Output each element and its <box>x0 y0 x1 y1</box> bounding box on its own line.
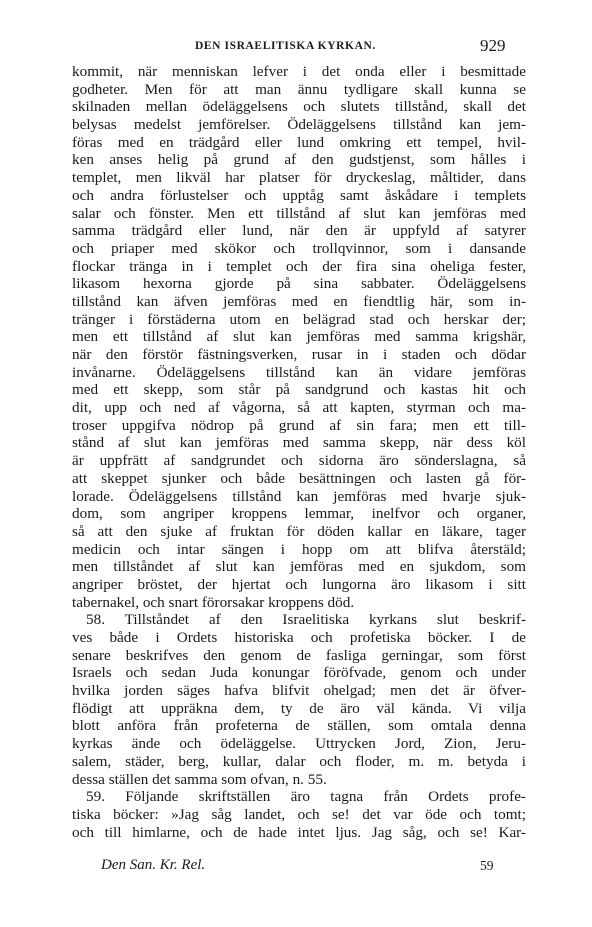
text-line: tiska böcker: »Jag såg landet, och se! det var öde och tomt; <box>72 805 526 823</box>
text-line: föras med en trädgård eller lund omkring ett tempel, hvil- <box>72 133 526 151</box>
text-line: templet, men likväl har platser för dryckeslag, måltider, dans <box>72 169 526 187</box>
text-line: och priaper med skökor och trollqvinnor, som i dansande <box>72 239 526 257</box>
text-line: 59. Följande skriftställen äro tagna från Ordets profe- <box>86 788 526 806</box>
text-line: och till himlarne, och de hade intet ljus. Jag såg, och se! Kar- <box>72 823 526 841</box>
text-line: samma trädgård eller lund, när den är uppfyld af satyrer <box>72 222 526 240</box>
text-line: dit, upp och ned af vågorna, så att kapten, styrman och ma- <box>72 399 526 417</box>
text-line: när den förstör fästningsverken, rusar in i staden och dödar <box>72 346 526 363</box>
text-line: angriper bröstet, der hjertat och lungorna äro likasom i sitt <box>72 575 526 593</box>
text-line: men tillståndet af slut kan jemföras med en sjukdom, som <box>72 558 526 576</box>
text-line: salem, städer, berg, kullar, dalar och floder, m. m. betyda i <box>72 752 526 770</box>
text-line: ken anses helig på grund af den gudstjenst, som hålles i <box>72 151 526 169</box>
text-line: och andra förlustelser och upptåg samt åskådare i templets <box>72 186 526 204</box>
text-line: att skeppet sjunker och både besättningen och lasten gå för- <box>72 469 526 487</box>
text-line: men ett tillstånd af slut kan jemföras med samma krigshär, <box>72 328 526 346</box>
text-line: salar och fönster. Men ett tillstånd af slut kan jemföras med <box>72 204 526 222</box>
text-line: flockar tränga in i templet och der fira sina oheliga fester, <box>72 257 526 275</box>
text-line: hvilka jorden säges hafva blifvit ohelgad; men det är öfver- <box>72 682 526 700</box>
sheet-number: 59 <box>480 858 494 873</box>
text-line: är uppfrätt af sandgrundet och sidorna äro sönderslagna, så <box>72 452 526 470</box>
text-line: med ett skepp, som står på sandgrund och kastas hit och <box>72 381 526 399</box>
text-line: flödigt att uppräkna dem, ty de äro väl kända. Vi vilja <box>72 699 526 717</box>
text-line: tabernakel, och snart förorsakar kroppens död. <box>72 593 355 611</box>
page-number: 929 <box>480 36 506 55</box>
text-line: invånarne. Ödeläggelsens tillstånd kan än vidare jemföras <box>72 363 526 381</box>
text-line: blott anföra från profeterna de ställen, som omtala denna <box>72 717 526 735</box>
text-line: likasom hexorna gjorde på sina sabbater. Ödeläggelsens <box>72 275 526 293</box>
body-text <box>72 63 526 841</box>
running-title: DEN ISRAELITISKA KYRKAN. <box>195 40 376 52</box>
text-line: godheter. Men för att man ännu tydligare skall kunna se <box>72 80 526 98</box>
text-line: kyrkas ände och ödeläggelse. Uttrycken Jord, Zion, Jeru- <box>72 735 526 753</box>
text-line: 58. Tillståndet af den Israelitiska kyrkans slut beskrif- <box>86 611 526 629</box>
text-line: lorade. Ödeläggelsens tillstånd kan jemföras med hvarje sjuk- <box>72 487 526 505</box>
text-line: tränger i förstäderna utom en belägrad stad och herskar der; <box>72 310 526 328</box>
page-footer <box>0 857 592 877</box>
text-line: dom, som angriper kroppens lemmar, inelfvor och organer, <box>72 505 526 523</box>
text-line: skilnaden mellan ödeläggelsens och slutets tillstånd, skall det <box>72 98 526 116</box>
text-line: dessa ställen det samma som ofvan, n. 55. <box>72 770 327 788</box>
text-line: stånd af slut kan jemföras med samma skepp, när dess köl <box>72 434 526 452</box>
text-line: kommit, när menniskan lefver i det onda eller i besmittade <box>72 63 526 80</box>
text-line: medicin och intar sängen i hopp om att blifva återstäld; <box>72 540 526 558</box>
signature-mark: Den San. Kr. Rel. <box>101 857 206 873</box>
text-line: senare beskrifves den genom de fasliga gerningar, som först <box>72 646 526 664</box>
running-head <box>0 38 592 58</box>
text-line: ves både i Ordets historiska och profetiska böcker. I de <box>72 629 526 646</box>
text-line: troser uppgifva nödrop på grund af sin fara; men ett till- <box>72 416 526 434</box>
text-line: belysas medelst jemförelser. Ödeläggelsens tillstånd kan jem- <box>72 116 526 134</box>
text-line: tillstånd kan äfven jemföras med en fiendtlig här, som in- <box>72 292 526 310</box>
text-line: så att den sjuke af fruktan för döden kallar en läkare, tager <box>72 522 526 540</box>
text-line: Israels och sedan Juda konungar föröfvade, genom och under <box>72 664 526 682</box>
